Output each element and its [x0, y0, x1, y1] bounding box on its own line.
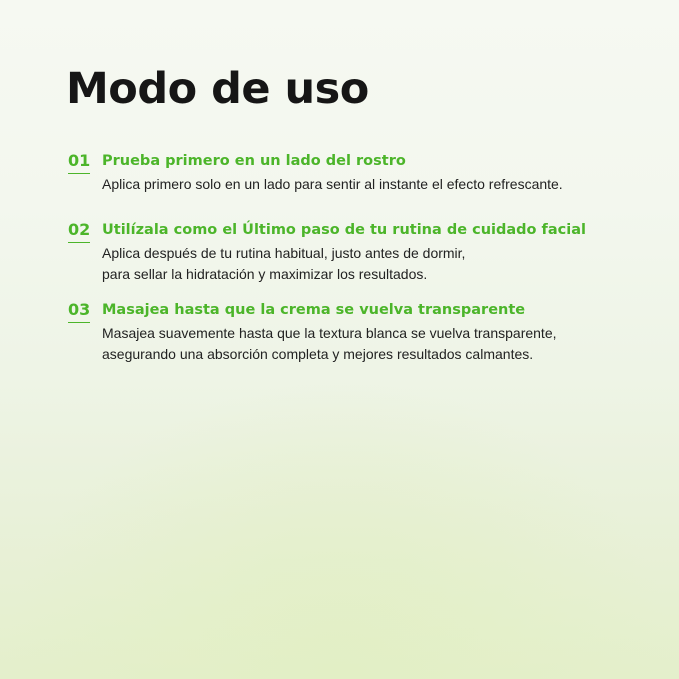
step-heading: Utilízala como el Último paso de tu rutina de cuidado facial [102, 222, 586, 238]
steps-list [68, 150, 678, 365]
step-number: 03 [68, 300, 91, 319]
step-description-line: asegurando una absorción completa y mejores resultados calmantes. [102, 346, 534, 362]
step-description [102, 243, 678, 285]
step-description-line: Aplica primero solo en un lado para sentir al instante el efecto refrescante. [102, 176, 563, 192]
step-description-line: para sellar la hidratación y maximizar los resultados. [102, 266, 428, 282]
step-description-line: Aplica después de tu rutina habitual, justo antes de dormir, [102, 245, 466, 261]
step-item-3 [68, 299, 678, 365]
step-heading: Masajea hasta que la crema se vuelva transparente [102, 302, 526, 318]
step-description [102, 323, 678, 365]
step-number: 01 [68, 151, 91, 170]
page-title: Modo de uso [66, 64, 369, 114]
step-description-line: Masajea suavemente hasta que la textura blanca se vuelva transparente, [102, 325, 557, 341]
step-item-1 [68, 150, 678, 195]
step-item-2 [68, 219, 678, 285]
background-haze [0, 379, 679, 679]
step-description [102, 174, 678, 195]
step-number: 02 [68, 220, 91, 239]
step-heading: Prueba primero en un lado del rostro [102, 153, 406, 169]
